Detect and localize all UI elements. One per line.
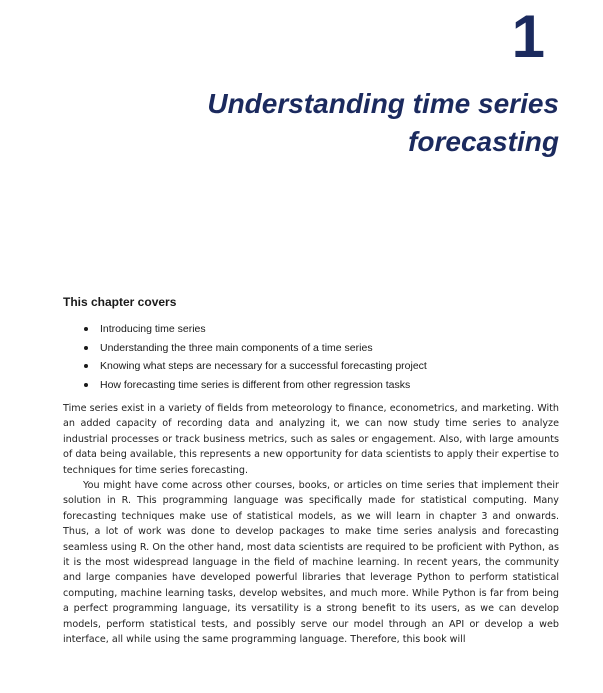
list-item-text: Understanding the three main components of a time series [100,341,373,354]
covers-heading: This chapter covers [63,295,177,309]
list-item-text: Introducing time series [100,323,206,335]
list-item [82,320,562,339]
list-item [82,376,562,395]
paragraph: You might have come across other courses, books, or articles on time series that implement their solution in R. This programming language was specifically made for statistical computing. Many forecasting techniques make use of statistical models, as we will learn in chapter 3 and onwards. Thus, a lot of work was done to develop packages to make time series analysis and forecasting seamless using R. On the other hand, most data scientists are required to be proficient with Python, as it is the most widespread language in the field of machine learning. In recent years, the community and large companies have developed powerful libraries that leverage Python to perform statistical computing, machine learning tasks, develop websites, and much more. While Python is far from being a perfect programming language, its versatility is a strong benefit to its users, as we can develop models, perform statistical tests, and possibly serve our model through an API or develop a web interface, all while using the same programming language. Therefore, this book will [63,480,559,646]
chapter-number: 1 [511,3,545,70]
covers-list [82,320,562,394]
list-item-text: Knowing what steps are necessary for a successful forecasting project [100,360,427,372]
body-text [63,401,559,648]
chapter-title: Understanding time series forecasting [207,88,559,157]
list-item [82,357,562,376]
bullet-icon [84,346,88,350]
bullet-icon [84,364,88,368]
list-item-text: How forecasting time series is different from other regression tasks [100,378,411,391]
paragraph: Time series exist in a variety of fields from meteorology to finance, econometrics, and marketing. With an added capacity of recording data and analyzing it, we can now study time series to analyze industrial processes or track business metrics, such as sales or engagement. Also, with large amounts of data being available, this represents a new opportunity for data scientists to apply their expertise to techniques for time series forecasting. [63,403,559,476]
bullet-icon [84,383,88,387]
bullet-icon [84,327,88,331]
list-item [82,339,562,358]
